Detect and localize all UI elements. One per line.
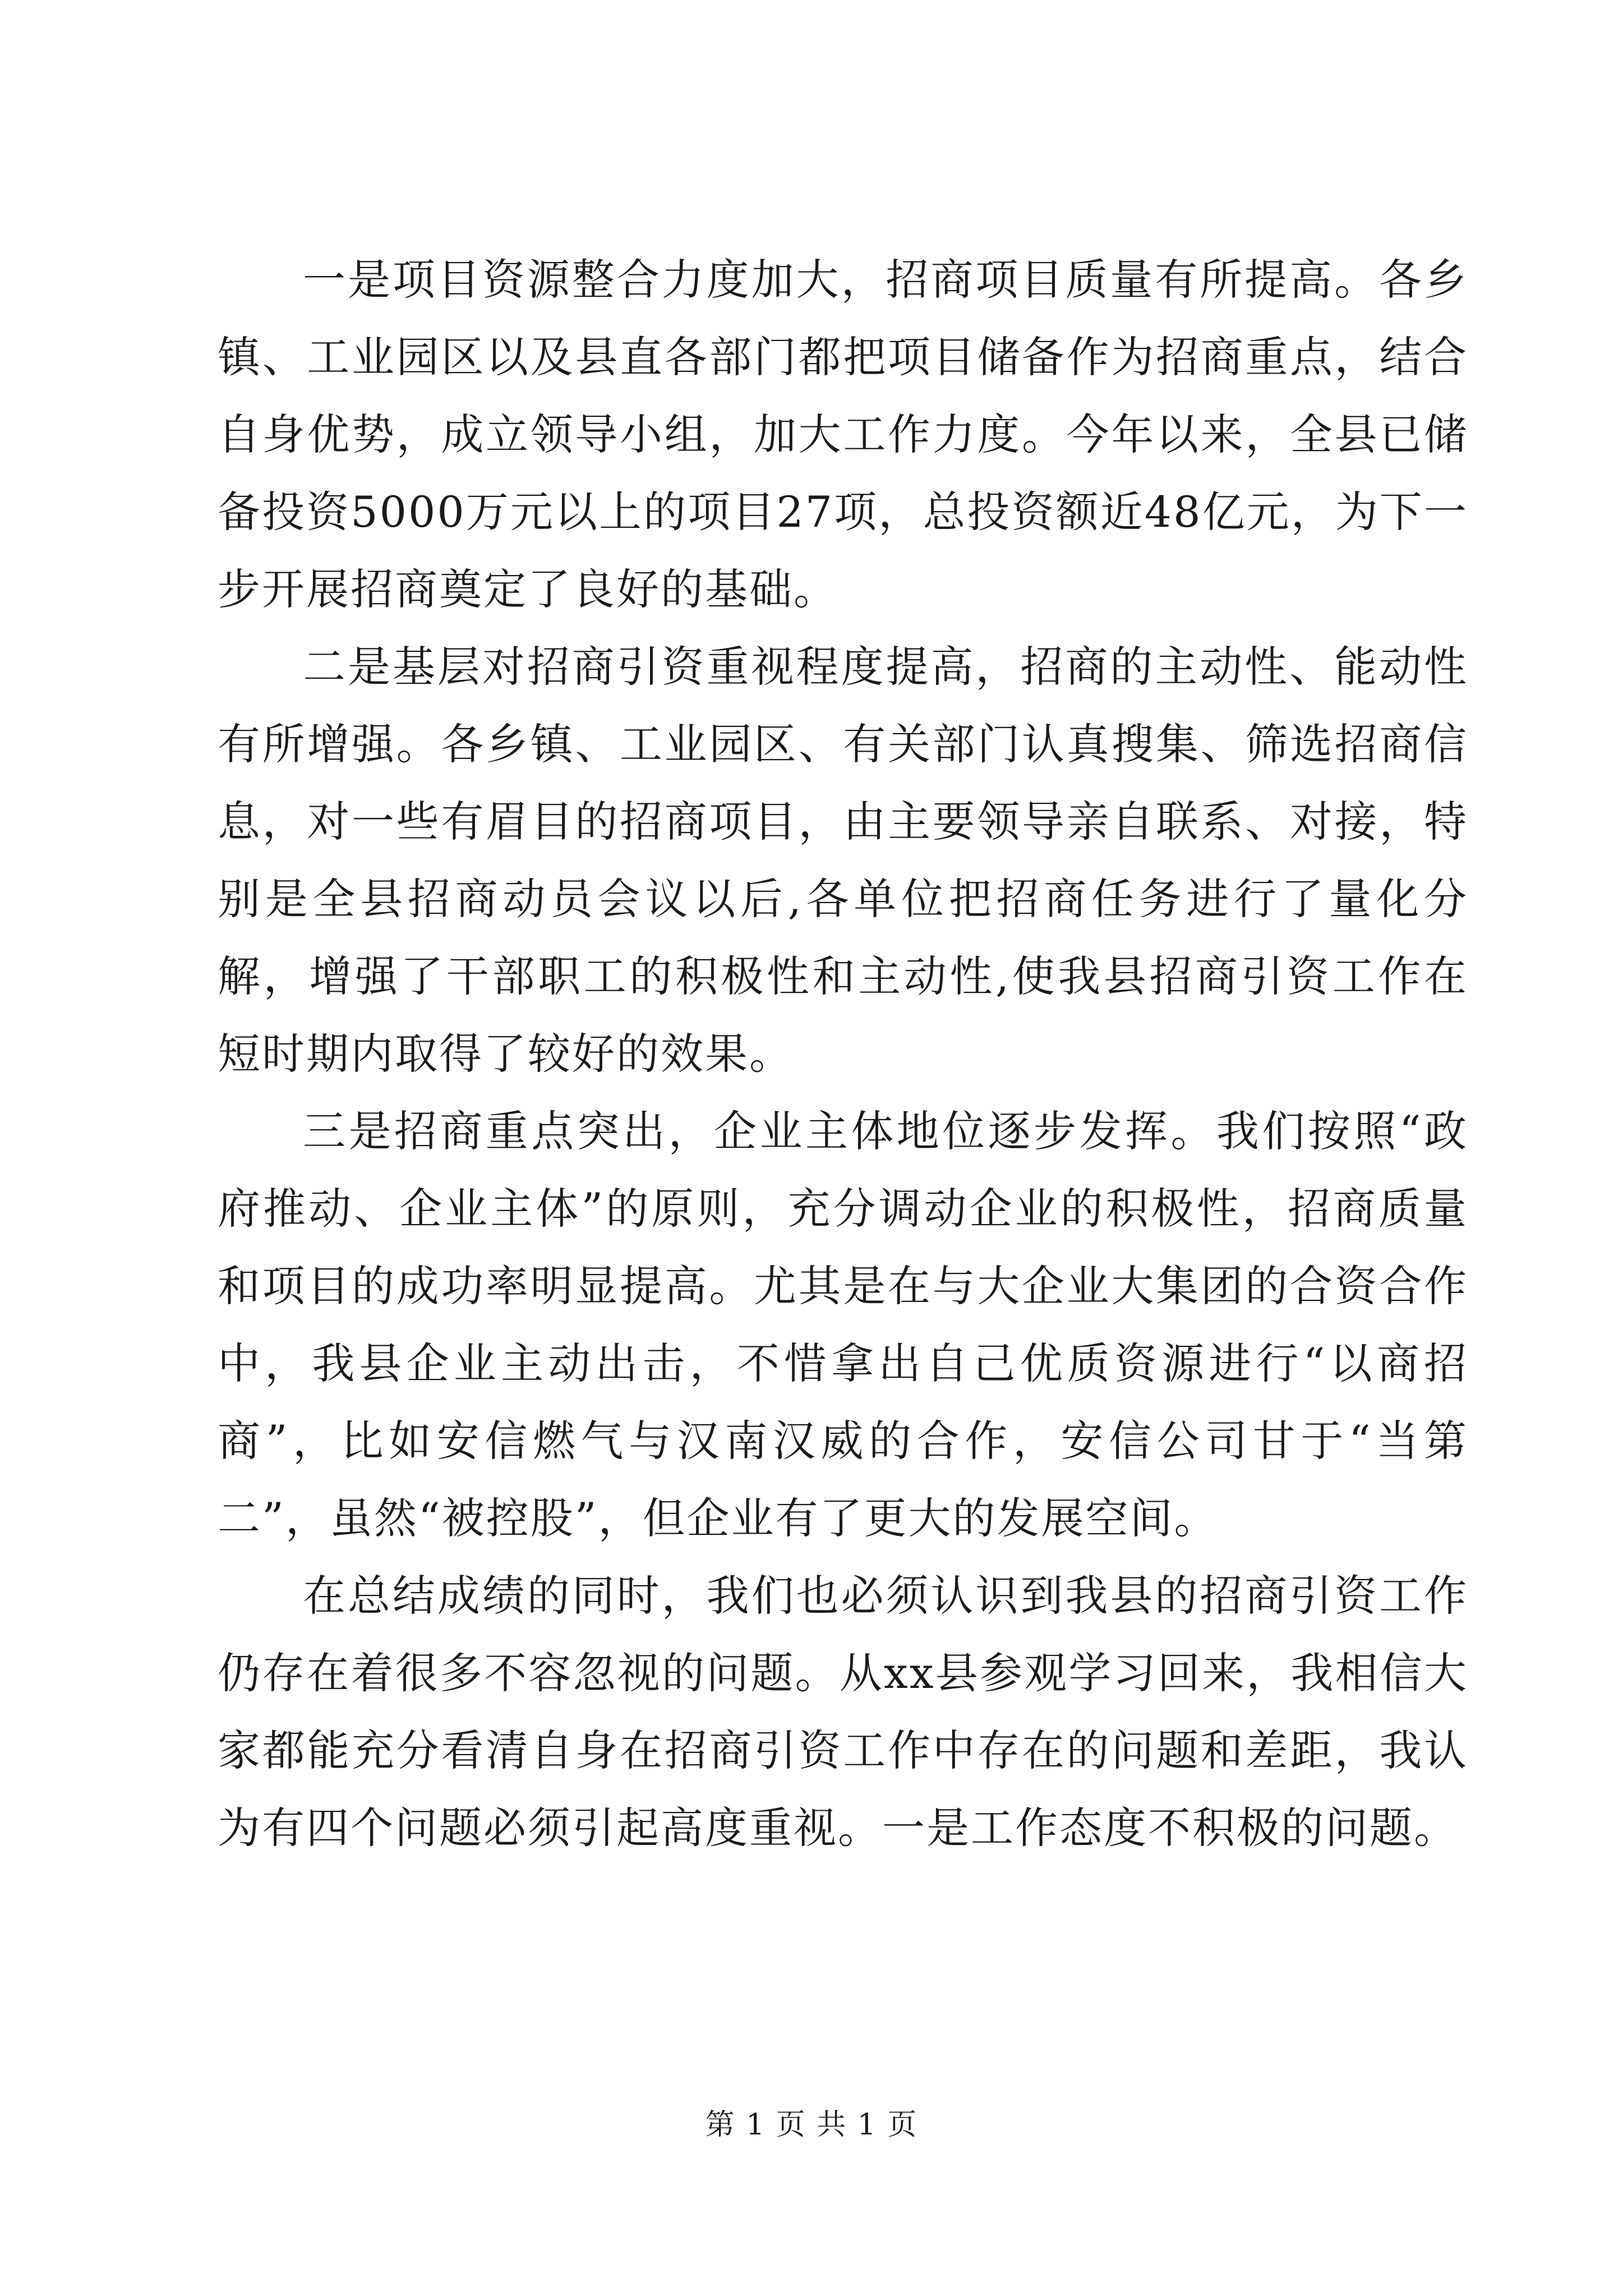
paragraph-2: 二是基层对招商引资重视程度提高，招商的主动性、能动性有所增强。各乡镇、工业园区、有关部门认真搜集、筛选招商信息，对一些有眉目的招商项目，由主要领导亲自联系、对接，特别是全县招商动员会议以后,各单位把招商任务进行了量化分解，增强了干部职工的积极性和主动性,使我县招商引资工作在短时期内取得了较好的效果。: [218, 642, 1468, 1079]
paragraph-4: 在总结成绩的同时，我们也必须认识到我县的招商引资工作仍存在着很多不容忽视的问题。从xx县参观学习回来，我相信大家都能充分看清自身在招商引资工作中存在的问题和差距，我认为有四个问题必须引起高度重视。一是工作态度不积极的问题。: [218, 1571, 1468, 1853]
page-footer: 第 1 页 共 1 页: [705, 2108, 918, 2142]
paragraph-1: 一是项目资源整合力度加大，招商项目质量有所提高。各乡镇、工业园区以及县直各部门都把项目储备作为招商重点，结合自身优势，成立领导小组，加大工作力度。今年以来，全县已储备投资5000万元以上的项目27项，总投资额近48亿元，为下一步开展招商奠定了良好的基础。: [218, 255, 1468, 614]
document-body: [218, 241, 1468, 1867]
paragraph-3: 三是招商重点突出，企业主体地位逐步发挥。我们按照“政府推动、企业主体”的原则，充分调动企业的积极性，招商质量和项目的成功率明显提高。尤其是在与大企业大集团的合资合作中，我县企业主动出击，不惜拿出自己优质资源进行“以商招商”，比如安信燃气与汉南汉威的合作，安信公司甘于“当第二”，虽然“被控股”，但企业有了更大的发展空间。: [218, 1106, 1468, 1543]
